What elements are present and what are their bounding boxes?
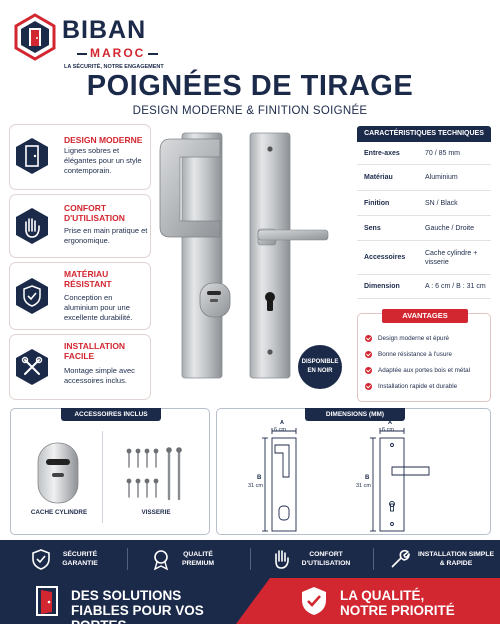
benefit-item bbox=[30, 540, 102, 578]
advantages-box bbox=[357, 313, 491, 402]
footer-left-text: DES SOLUTIONS FIABLES POUR VOS PORTES bbox=[71, 588, 204, 633]
check-icon bbox=[365, 351, 372, 358]
benefit-text: SÉCURITÉ GARANTIE bbox=[62, 551, 98, 567]
spec-value: Aluminium bbox=[425, 174, 458, 181]
table-row bbox=[357, 275, 491, 299]
accessory-label: VISSERIE bbox=[141, 509, 171, 516]
benefits-band bbox=[0, 540, 500, 578]
spec-key: Accessoires bbox=[364, 254, 406, 261]
dim-b-label: B bbox=[257, 475, 262, 481]
benefit-text: CONFORT D'UTILISATION bbox=[301, 551, 351, 567]
logo-sub: MAROC bbox=[74, 46, 161, 60]
dim-b-value: 31 cm bbox=[356, 483, 371, 489]
footer-right-text: LA QUALITÉ, NOTRE PRIORITÉ bbox=[340, 588, 455, 618]
feature-desc: Montage simple avec accessoires inclus. bbox=[64, 366, 135, 385]
shield-check-icon bbox=[30, 548, 52, 570]
list-item: Bonne résistance à l'usure bbox=[365, 351, 452, 358]
logo-brand: BIBAN bbox=[62, 16, 147, 44]
dim-b-value: 31 cm bbox=[248, 483, 263, 489]
logo bbox=[14, 10, 164, 70]
list-item: Installation rapide et durable bbox=[365, 383, 457, 390]
logo-tagline: LA SÉCURITÉ, NOTRE ENGAGEMENT bbox=[64, 64, 164, 70]
feature-title: DESIGN MODERNE bbox=[64, 135, 143, 145]
feature-title: INSTALLATION FACILE bbox=[64, 341, 126, 361]
feature-card-confort bbox=[10, 195, 150, 257]
table-row bbox=[357, 165, 491, 191]
tools-icon bbox=[15, 348, 49, 386]
accessories-header: ACCESSOIRES INCLUS bbox=[61, 408, 161, 421]
spec-value: Cache cylindre + visserie bbox=[425, 249, 478, 266]
list-item: Design moderne et épuré bbox=[365, 335, 449, 342]
benefit-item bbox=[270, 540, 354, 578]
tech-specs-table bbox=[357, 126, 491, 299]
door-icon bbox=[15, 137, 49, 175]
dimensions-header: DIMENSIONS (MM) bbox=[305, 408, 405, 421]
table-row bbox=[357, 216, 491, 241]
cylinder-cover-image bbox=[33, 439, 83, 507]
spec-value: SN / Black bbox=[425, 199, 458, 207]
tech-specs-header: CARACTÉRISTIQUES TECHNIQUES bbox=[357, 126, 491, 142]
feature-desc: Lignes sobres et élégantes pour un style contemporain. bbox=[64, 146, 142, 175]
benefit-item bbox=[150, 540, 218, 578]
screws-image bbox=[123, 447, 191, 503]
advantages-header: AVANTAGES bbox=[382, 309, 468, 323]
hand-icon bbox=[270, 548, 292, 570]
accessory-label: CACHE CYLINDRE bbox=[30, 509, 88, 516]
list-item: Adaptée aux portes bois et métal bbox=[365, 367, 470, 374]
shield-check-icon bbox=[298, 585, 330, 617]
check-icon bbox=[365, 335, 372, 342]
hand-icon bbox=[15, 207, 49, 245]
feature-title: MATÉRIAU RÉSISTANT bbox=[64, 269, 112, 289]
page-title: POIGNÉES DE TIRAGE bbox=[86, 70, 414, 102]
disponible-noir-badge: DISPONIBLE EN NOIR bbox=[298, 345, 342, 389]
spec-value: Gauche / Droite bbox=[425, 224, 475, 232]
table-row bbox=[357, 191, 491, 216]
feature-card-installation bbox=[10, 335, 150, 399]
benefit-item bbox=[388, 540, 496, 578]
dim-a-value: 6 cm bbox=[382, 427, 394, 433]
check-icon bbox=[365, 383, 372, 390]
feature-card-design bbox=[10, 125, 150, 189]
feature-desc: Prise en main pratique et ergonomique. bbox=[64, 226, 148, 245]
footer bbox=[0, 578, 500, 633]
logo-hexagon-icon bbox=[14, 14, 56, 60]
dimension-drawings bbox=[217, 409, 492, 536]
spec-key: Sens bbox=[364, 224, 381, 232]
wrench-icon bbox=[388, 548, 410, 570]
spec-key: Entre-axes bbox=[364, 149, 400, 157]
shield-check-icon bbox=[15, 277, 49, 315]
spec-key: Finition bbox=[364, 199, 390, 207]
spec-key: Dimension bbox=[364, 283, 400, 290]
spec-key: Matériau bbox=[364, 174, 393, 181]
benefit-text: QUALITÉ PREMIUM bbox=[181, 551, 215, 567]
dim-a-label: A bbox=[388, 420, 392, 426]
table-row bbox=[357, 241, 491, 275]
door-icon bbox=[30, 584, 64, 618]
spec-value: 70 / 85 mm bbox=[425, 149, 461, 157]
feature-title: CONFORT D'UTILISATION bbox=[64, 203, 125, 223]
spec-value: A : 6 cm / B : 31 cm bbox=[425, 283, 486, 290]
check-icon bbox=[365, 367, 372, 374]
dim-a-label: A bbox=[280, 420, 284, 426]
page-subtitle: DESIGN MODERNE & FINITION SOIGNÉE bbox=[132, 105, 368, 117]
feature-card-materiau bbox=[10, 263, 150, 329]
feature-desc: Conception en aluminium pour une excellente durabilité. bbox=[64, 293, 133, 322]
accessories-panel bbox=[10, 408, 210, 535]
benefit-text: INSTALLATION SIMPLE & RAPIDE bbox=[417, 551, 495, 567]
dimensions-panel bbox=[216, 408, 491, 535]
dim-a-value: 6 cm bbox=[274, 427, 286, 433]
table-row bbox=[357, 142, 491, 165]
dim-b-label: B bbox=[365, 475, 370, 481]
medal-icon bbox=[150, 548, 172, 570]
